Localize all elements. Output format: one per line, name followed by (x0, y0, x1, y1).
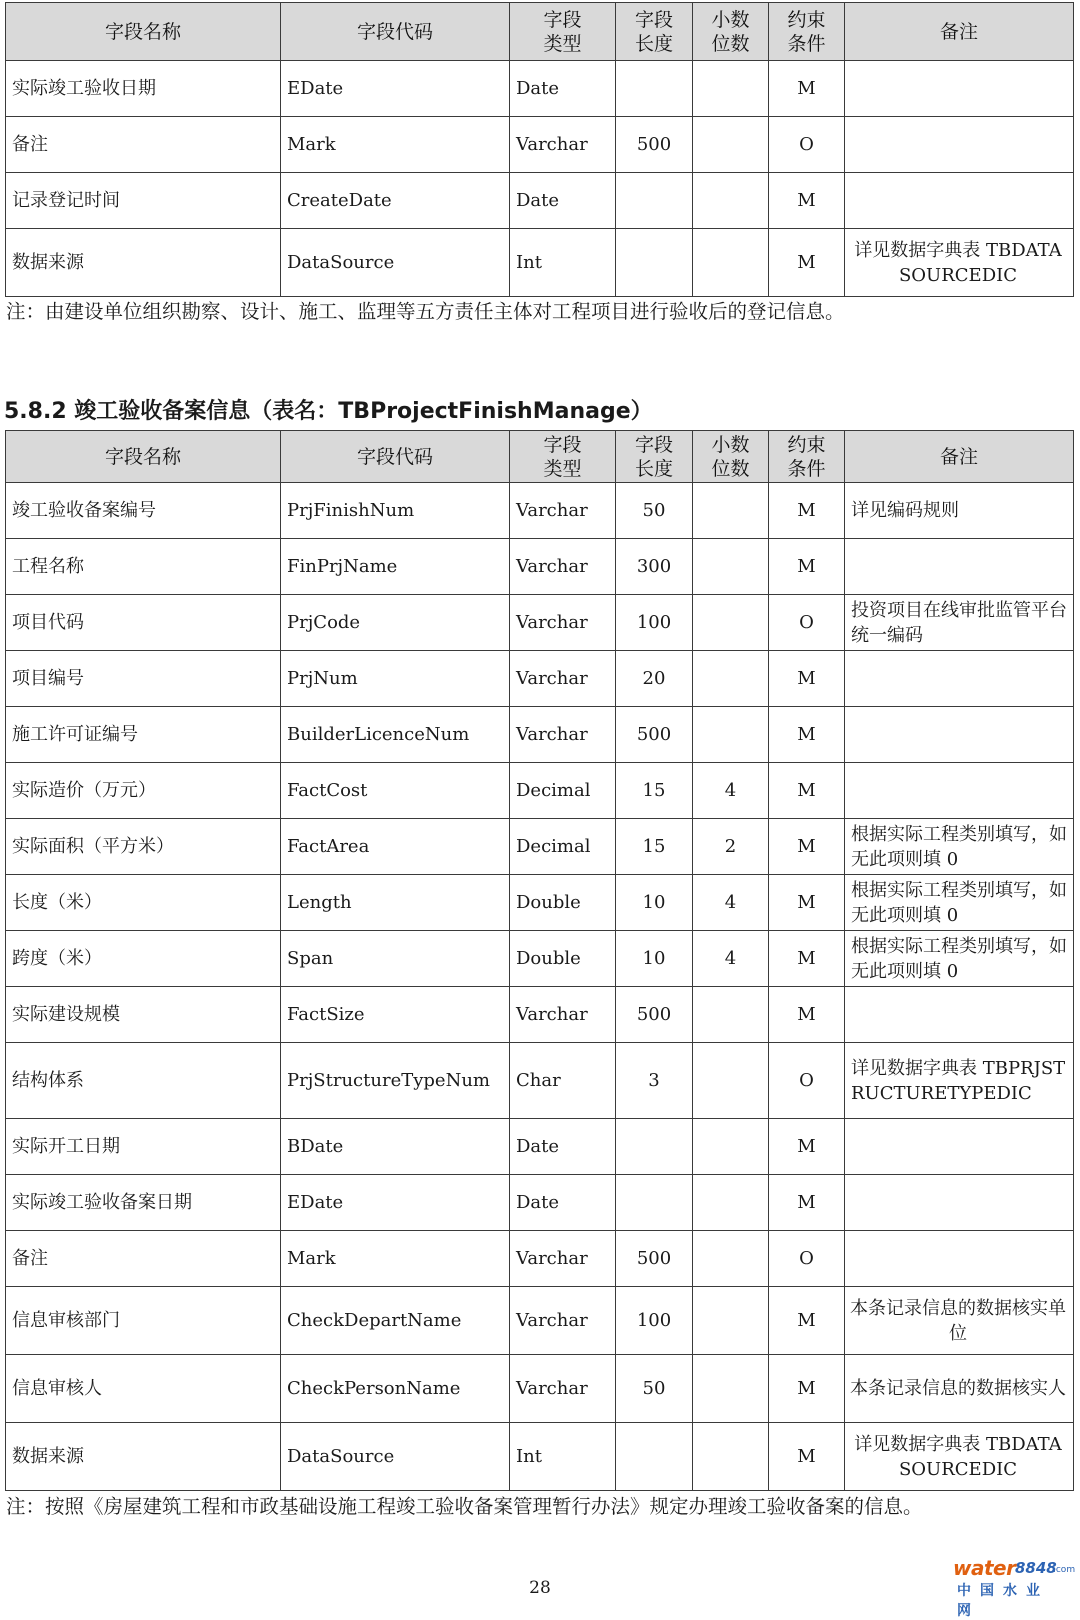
constraint-cell: M (769, 539, 845, 595)
field-code-cell: DataSource (281, 1423, 510, 1491)
field-length-cell (616, 229, 693, 297)
remark-cell (845, 61, 1074, 117)
header-field-type: 字段 类型 (510, 431, 616, 483)
field-type-cell: Varchar (510, 595, 616, 651)
decimals-cell (693, 1287, 769, 1355)
field-type-cell: Decimal (510, 763, 616, 819)
field-code-cell: BuilderLicenceNum (281, 707, 510, 763)
remark-cell (845, 173, 1074, 229)
table-row (6, 875, 1074, 931)
decimals-cell (693, 987, 769, 1043)
field-name-cell: 实际竣工验收备案日期 (6, 1175, 281, 1231)
decimals-cell (693, 1355, 769, 1423)
field-name-cell: 备注 (6, 1231, 281, 1287)
remark-cell: 详见数据字典表 TBDATASOURCEDIC (845, 229, 1074, 297)
field-name-cell: 记录登记时间 (6, 173, 281, 229)
field-type-cell: Double (510, 931, 616, 987)
field-type-cell: Varchar (510, 1355, 616, 1423)
field-name-cell: 竣工验收备案编号 (6, 483, 281, 539)
decimals-cell: 4 (693, 875, 769, 931)
table-header-row (6, 431, 1074, 483)
decimals-cell (693, 1231, 769, 1287)
header-decimals: 小数 位数 (693, 3, 769, 61)
field-name-cell: 实际面积（平方米） (6, 819, 281, 875)
remark-cell (845, 1231, 1074, 1287)
field-name-cell: 数据来源 (6, 1423, 281, 1491)
field-length-cell: 500 (616, 987, 693, 1043)
header-constraint: 约束 条件 (769, 431, 845, 483)
field-name-cell: 实际竣工验收日期 (6, 61, 281, 117)
remark-cell: 根据实际工程类别填写，如无此项则填 0 (845, 931, 1074, 987)
table-row (6, 229, 1074, 297)
field-length-cell: 10 (616, 875, 693, 931)
constraint-cell: M (769, 763, 845, 819)
constraint-cell: M (769, 707, 845, 763)
remark-cell: 本条记录信息的数据核实人 (845, 1355, 1074, 1423)
field-type-cell: Decimal (510, 819, 616, 875)
field-code-cell: EDate (281, 1175, 510, 1231)
remark-cell (845, 117, 1074, 173)
field-name-cell: 长度（米） (6, 875, 281, 931)
field-length-cell: 50 (616, 483, 693, 539)
field-name-cell: 施工许可证编号 (6, 707, 281, 763)
constraint-cell: M (769, 173, 845, 229)
header-field-name: 字段名称 (6, 431, 281, 483)
table-row (6, 1231, 1074, 1287)
field-code-cell: FactCost (281, 763, 510, 819)
remark-cell: 根据实际工程类别填写，如无此项则填 0 (845, 875, 1074, 931)
field-type-cell: Varchar (510, 117, 616, 173)
table-note: 注：按照《房屋建筑工程和市政基础设施工程竣工验收备案管理暂行办法》规定办理竣工验收备案的信息。 (6, 1495, 923, 1518)
field-code-cell: PrjCode (281, 595, 510, 651)
table-row (6, 819, 1074, 875)
remark-cell: 投资项目在线审批监管平台统一编码 (845, 595, 1074, 651)
field-type-cell: Varchar (510, 707, 616, 763)
field-type-cell: Varchar (510, 539, 616, 595)
decimals-cell: 2 (693, 819, 769, 875)
table-row (6, 539, 1074, 595)
table-row (6, 117, 1074, 173)
decimals-cell: 4 (693, 931, 769, 987)
field-type-cell: Varchar (510, 651, 616, 707)
field-length-cell (616, 173, 693, 229)
constraint-cell: M (769, 931, 845, 987)
decimals-cell (693, 539, 769, 595)
remark-cell (845, 1175, 1074, 1231)
watermark-logo-domain: .com (1053, 1565, 1076, 1575)
header-field-code: 字段代码 (281, 431, 510, 483)
field-length-cell: 15 (616, 763, 693, 819)
decimals-cell (693, 1175, 769, 1231)
header-field-name: 字段名称 (6, 3, 281, 61)
field-code-cell: PrjFinishNum (281, 483, 510, 539)
table-row (6, 483, 1074, 539)
field-type-cell: Varchar (510, 483, 616, 539)
field-code-cell: Span (281, 931, 510, 987)
constraint-cell: M (769, 1175, 845, 1231)
remark-cell (845, 1119, 1074, 1175)
field-type-cell: Int (510, 1423, 616, 1491)
field-type-cell: Varchar (510, 1231, 616, 1287)
remark-cell (845, 707, 1074, 763)
field-name-cell: 工程名称 (6, 539, 281, 595)
field-code-cell: EDate (281, 61, 510, 117)
constraint-cell: M (769, 483, 845, 539)
field-code-cell: CreateDate (281, 173, 510, 229)
constraint-cell: M (769, 819, 845, 875)
decimals-cell (693, 651, 769, 707)
constraint-cell: M (769, 61, 845, 117)
header-field-code: 字段代码 (281, 3, 510, 61)
field-name-cell: 数据来源 (6, 229, 281, 297)
watermark-logo-number: 8848 (1015, 1559, 1057, 1577)
table-row (6, 1119, 1074, 1175)
table-row (6, 1043, 1074, 1119)
field-length-cell: 3 (616, 1043, 693, 1119)
table-row (6, 1175, 1074, 1231)
field-table-1 (5, 2, 1074, 297)
field-length-cell (616, 1175, 693, 1231)
table-row (6, 1355, 1074, 1423)
field-name-cell: 实际建设规模 (6, 987, 281, 1043)
field-type-cell: Varchar (510, 987, 616, 1043)
field-type-cell: Date (510, 61, 616, 117)
remark-cell: 详见编码规则 (845, 483, 1074, 539)
field-name-cell: 项目编号 (6, 651, 281, 707)
field-type-cell: Date (510, 1119, 616, 1175)
constraint-cell: O (769, 1043, 845, 1119)
field-length-cell: 300 (616, 539, 693, 595)
field-length-cell (616, 61, 693, 117)
table-note: 注：由建设单位组织勘察、设计、施工、监理等五方责任主体对工程项目进行验收后的登记信息。 (6, 300, 845, 323)
constraint-cell: M (769, 1119, 845, 1175)
constraint-cell: M (769, 987, 845, 1043)
field-name-cell: 实际开工日期 (6, 1119, 281, 1175)
constraint-cell: M (769, 651, 845, 707)
field-code-cell: BDate (281, 1119, 510, 1175)
field-code-cell: FinPrjName (281, 539, 510, 595)
remark-cell (845, 539, 1074, 595)
remark-cell (845, 763, 1074, 819)
field-name-cell: 信息审核部门 (6, 1287, 281, 1355)
table-row (6, 707, 1074, 763)
watermark-logo (953, 1556, 1076, 1619)
remark-cell: 根据实际工程类别填写，如无此项则填 0 (845, 819, 1074, 875)
field-length-cell: 15 (616, 819, 693, 875)
constraint-cell: M (769, 1287, 845, 1355)
header-constraint: 约束 条件 (769, 3, 845, 61)
remark-cell (845, 651, 1074, 707)
field-code-cell: DataSource (281, 229, 510, 297)
decimals-cell (693, 707, 769, 763)
decimals-cell (693, 173, 769, 229)
field-length-cell (616, 1119, 693, 1175)
decimals-cell (693, 1043, 769, 1119)
page-number: 28 (529, 1578, 551, 1598)
remark-cell: 详见数据字典表 TBPRJSTRUCTURETYPEDIC (845, 1043, 1074, 1119)
constraint-cell: M (769, 875, 845, 931)
field-code-cell: FactSize (281, 987, 510, 1043)
table-row (6, 61, 1074, 117)
field-type-cell: Date (510, 1175, 616, 1231)
table-row (6, 173, 1074, 229)
field-type-cell: Double (510, 875, 616, 931)
field-name-cell: 备注 (6, 117, 281, 173)
watermark-logo-word: water (953, 1556, 1016, 1580)
constraint-cell: O (769, 1231, 845, 1287)
table-row (6, 1287, 1074, 1355)
table-header-row (6, 3, 1074, 61)
header-field-length: 字段 长度 (616, 431, 693, 483)
field-type-cell: Varchar (510, 1287, 616, 1355)
constraint-cell: O (769, 595, 845, 651)
table-row (6, 987, 1074, 1043)
watermark-logo-subtext: 中国水业网 (957, 1583, 1049, 1619)
field-length-cell: 500 (616, 1231, 693, 1287)
field-length-cell (616, 1423, 693, 1491)
field-name-cell: 实际造价（万元） (6, 763, 281, 819)
decimals-cell (693, 61, 769, 117)
constraint-cell: M (769, 1423, 845, 1491)
field-code-cell: Mark (281, 117, 510, 173)
remark-cell (845, 987, 1074, 1043)
header-remark: 备注 (845, 431, 1074, 483)
header-decimals: 小数 位数 (693, 431, 769, 483)
field-name-cell: 信息审核人 (6, 1355, 281, 1423)
field-name-cell: 结构体系 (6, 1043, 281, 1119)
table-row (6, 763, 1074, 819)
decimals-cell (693, 1119, 769, 1175)
table-body (6, 61, 1074, 297)
field-code-cell: CheckPersonName (281, 1355, 510, 1423)
field-code-cell: CheckDepartName (281, 1287, 510, 1355)
field-code-cell: Length (281, 875, 510, 931)
field-length-cell: 500 (616, 117, 693, 173)
field-length-cell: 50 (616, 1355, 693, 1423)
decimals-cell (693, 595, 769, 651)
field-code-cell: PrjStructureTypeNum (281, 1043, 510, 1119)
field-name-cell: 跨度（米） (6, 931, 281, 987)
field-length-cell: 500 (616, 707, 693, 763)
header-field-length: 字段 长度 (616, 3, 693, 61)
field-table-2 (5, 430, 1074, 1491)
field-length-cell: 100 (616, 595, 693, 651)
field-length-cell: 100 (616, 1287, 693, 1355)
table-row (6, 595, 1074, 651)
header-remark: 备注 (845, 3, 1074, 61)
field-code-cell: FactArea (281, 819, 510, 875)
table-body (6, 483, 1074, 1491)
remark-cell: 详见数据字典表 TBDATASOURCEDIC (845, 1423, 1074, 1491)
field-length-cell: 10 (616, 931, 693, 987)
field-type-cell: Char (510, 1043, 616, 1119)
section-heading: 5.8.2 竣工验收备案信息（表名：TBProjectFinishManage） (4, 399, 653, 424)
field-type-cell: Int (510, 229, 616, 297)
table-row (6, 1423, 1074, 1491)
decimals-cell (693, 229, 769, 297)
decimals-cell (693, 483, 769, 539)
header-field-type: 字段 类型 (510, 3, 616, 61)
field-length-cell: 20 (616, 651, 693, 707)
table-row (6, 651, 1074, 707)
table-row (6, 931, 1074, 987)
field-type-cell: Date (510, 173, 616, 229)
field-code-cell: PrjNum (281, 651, 510, 707)
decimals-cell: 4 (693, 763, 769, 819)
constraint-cell: M (769, 229, 845, 297)
constraint-cell: O (769, 117, 845, 173)
decimals-cell (693, 117, 769, 173)
constraint-cell: M (769, 1355, 845, 1423)
field-code-cell: Mark (281, 1231, 510, 1287)
field-name-cell: 项目代码 (6, 595, 281, 651)
remark-cell: 本条记录信息的数据核实单位 (845, 1287, 1074, 1355)
decimals-cell (693, 1423, 769, 1491)
